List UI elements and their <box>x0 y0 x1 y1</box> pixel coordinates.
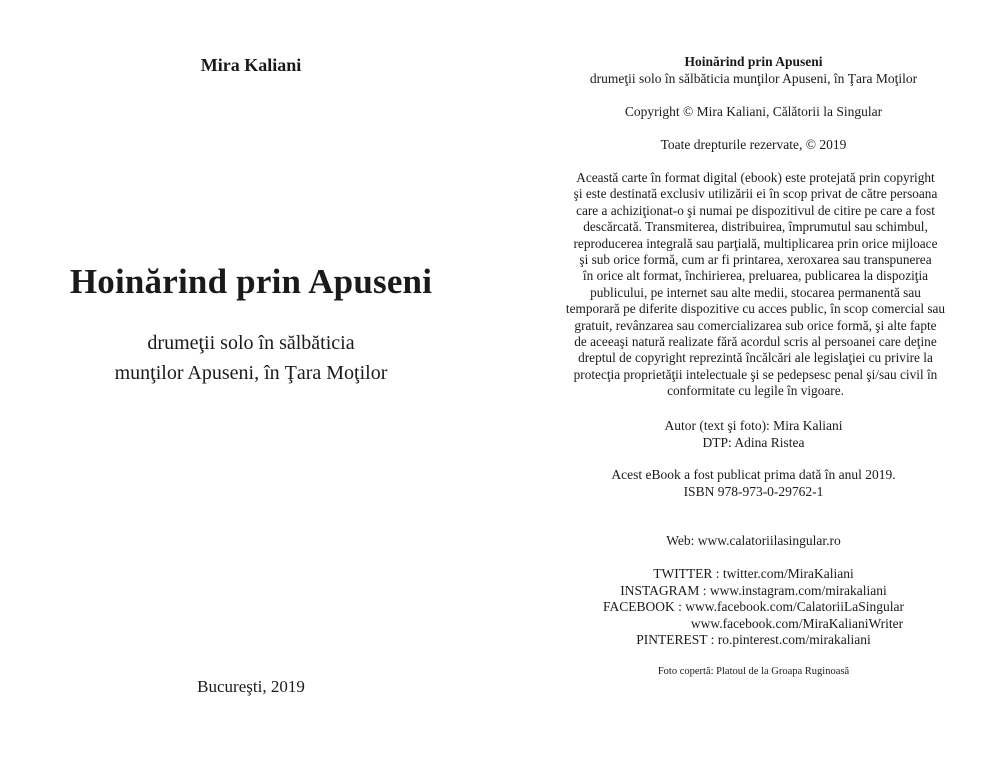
colophon-subtitle: drumeţii solo în sălbăticia munţilor Apuseni, în Ţara Moţilor <box>589 71 918 86</box>
publication-note: Acest eBook a fost publicat prima dată în anul 2019. <box>611 467 896 482</box>
legal-line: şi este destinată exclusiv utilizării ei în scop privat de către persoana <box>573 186 938 202</box>
colophon-title: Hoinărind prin Apuseni <box>684 54 823 69</box>
photo-credit: Foto copertă: Platoul de la Groapa Ruginoasă <box>657 666 850 677</box>
twitter-link[interactable]: TWITTER : twitter.com/MiraKaliani <box>653 566 854 581</box>
social-links <box>502 566 1005 649</box>
legal-line: protecţia proprietăţii intelectuale şi se pedepsesc penal şi/sau civil în <box>573 366 938 382</box>
legal-line: conformitate cu legile în vigoare. <box>667 383 844 399</box>
facebook-link-2-row <box>502 616 1005 633</box>
legal-line: reproducerea integrală sau parţială, multiplicarea prin orice mijloace <box>573 235 938 251</box>
left-page <box>0 0 502 774</box>
legal-line: descărcată. Transmiterea, distribuirea, împrumutul sau schimbul, <box>583 219 928 235</box>
book-subtitle <box>0 328 502 388</box>
isbn: ISBN 978-973-0-29762-1 <box>683 483 824 499</box>
legal-line: gratuit, revânzarea sau comercializarea sub orice formă, şi alte fapte <box>574 317 937 333</box>
subtitle-line-1: drumeţii solo în sălbăticia <box>147 332 355 354</box>
author-credit: Autor (text şi foto): Mira Kaliani <box>664 418 843 433</box>
facebook-link-2[interactable]: www.facebook.com/MiraKalianiWriter <box>690 615 904 631</box>
legal-line: temporară pe diferite dispozitive cu acces public, în scop comercial sau <box>565 301 946 317</box>
legal-line: care a achiziţionat-o şi numai pe dispozitivul de citire pe care a fost <box>576 202 935 218</box>
legal-notice <box>514 170 997 400</box>
legal-line: dreptul de copyright reprezintă încălcări ale legislaţiei cu privire la <box>578 350 933 366</box>
credits <box>502 418 1005 451</box>
website-line <box>502 533 1005 549</box>
author-name: Mira Kaliani <box>200 55 302 75</box>
rights-line: Toate drepturile rezervate, © 2019 <box>660 137 847 152</box>
legal-line: şi sub orice formă, cum ar fi printarea, xeroxarea sau transpunerea <box>579 252 932 268</box>
book-title: Hoinărind prin Apuseni <box>69 262 433 301</box>
copyright-line: Copyright © Mira Kaliani, Călătorii la Singular <box>624 104 883 119</box>
place-year: Bucureşti, 2019 <box>197 677 305 696</box>
instagram-link[interactable]: INSTAGRAM : www.instagram.com/mirakaliani <box>620 582 887 598</box>
legal-line: în orice alt format, închirierea, preluarea, publicarea la dispoziţia <box>582 268 929 284</box>
legal-line: Această carte în format digital (ebook) este protejată prin copyright <box>576 170 935 185</box>
legal-line: de aceeaşi natură realizate fără acordul scris al persoanei care deţine <box>574 334 937 350</box>
dtp-credit: DTP: Adina Ristea <box>702 434 805 450</box>
publication-info <box>502 467 1005 500</box>
website-link[interactable]: Web: www.calatoriilasingular.ro <box>666 533 841 548</box>
right-page <box>502 0 1005 774</box>
legal-line: publicului, pe internet sau alte medii, stocarea permanentă sau <box>590 284 921 300</box>
pinterest-link[interactable]: PINTEREST : ro.pinterest.com/mirakaliani <box>636 632 871 647</box>
subtitle-line-2: munţilor Apuseni, în Ţara Moţilor <box>114 362 388 384</box>
facebook-link[interactable]: FACEBOOK : www.facebook.com/CalatoriiLaSingular <box>602 599 905 614</box>
